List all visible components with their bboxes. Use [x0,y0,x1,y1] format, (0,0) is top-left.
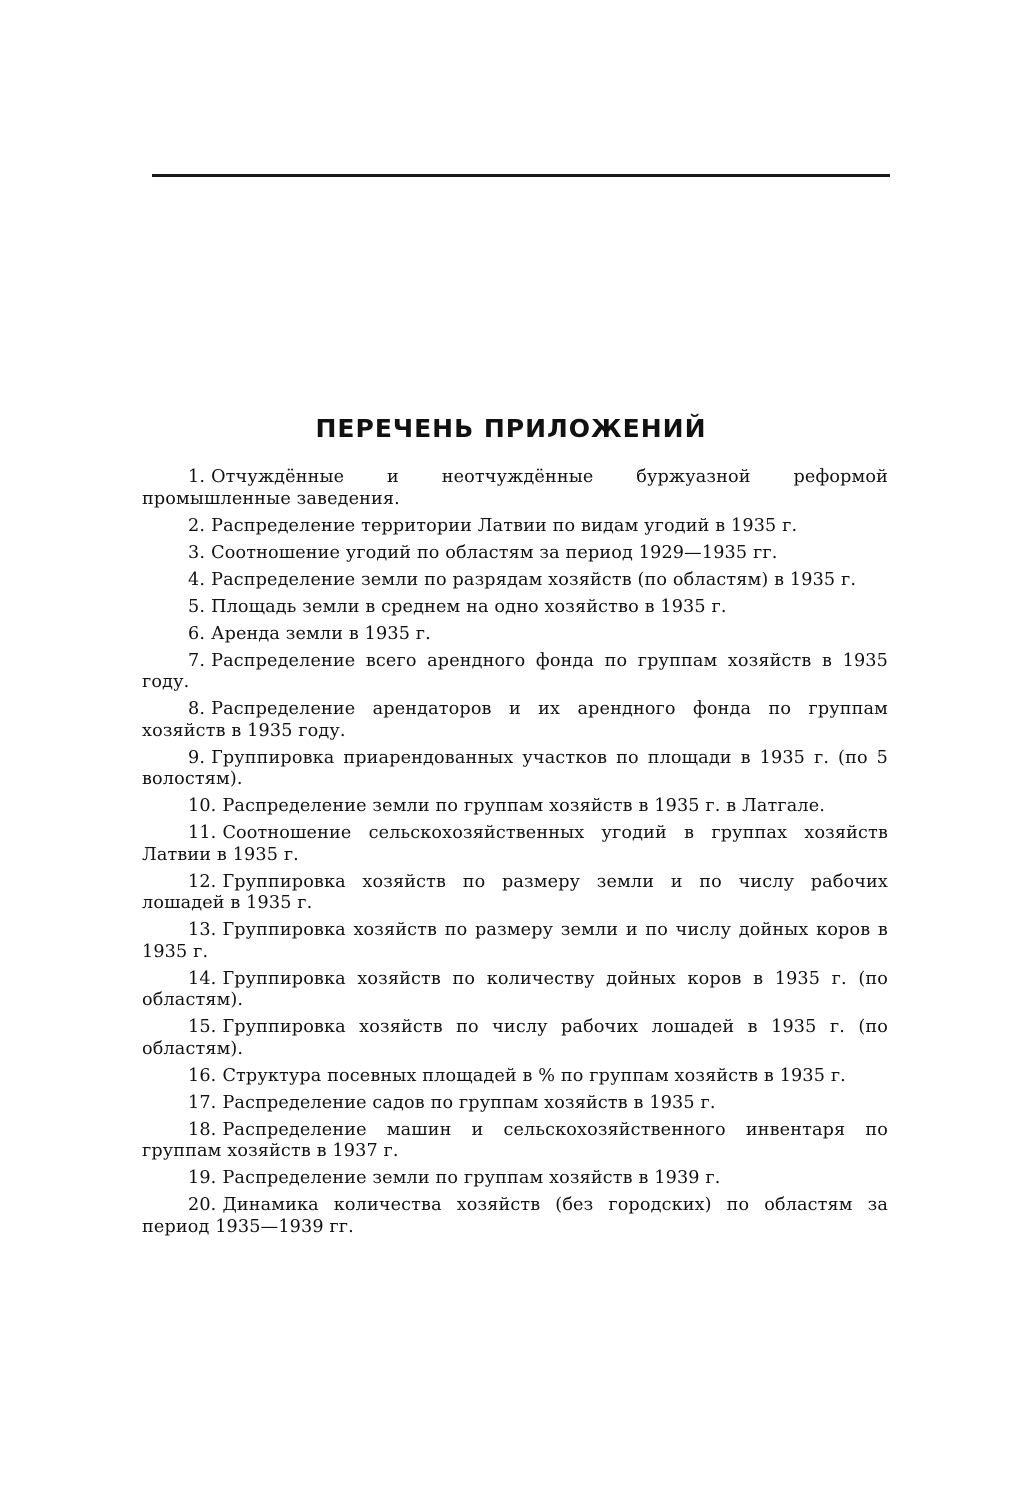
item-number: 18. [188,1119,217,1140]
item-number: 1. [188,467,206,487]
item-number: 19. [188,1168,217,1188]
item-text: Группировка хозяйств по размеру земли и по числу дойных коров в 1935 г. [142,920,888,962]
item-text: Соотношение сельскохозяйственных угодий в группах хозяйств Латвии в 1935 г. [142,823,888,865]
item-text: Динамика количества хозяйств (без городских) по областям за период 1935—1939 гг. [142,1195,888,1237]
list-item [142,748,888,791]
item-number: 16. [188,1065,217,1086]
list-item [142,1093,888,1115]
list-item [142,570,888,592]
item-number: 3. [188,542,206,563]
item-text: Отчуждённые и неотчуждённые буржуазной реформой промышленные заведения. [142,467,888,509]
item-number: 4. [188,569,206,590]
item-text: Распределение арендаторов и их арендного фонда по группам хозяйств в 1935 году. [142,699,888,741]
list-item [142,624,888,646]
list-item [142,823,888,866]
item-number: 15. [188,1017,217,1037]
item-text: Группировка хозяйств по числу рабочих лошадей в 1935 г. (по областям). [142,1017,888,1059]
list-item [142,597,888,619]
list-item [142,1195,888,1238]
item-number: 10. [188,796,217,816]
list-item [142,516,888,538]
item-number: 6. [188,623,206,644]
item-number: 8. [188,699,206,719]
item-number: 9. [188,747,206,768]
list-item [142,543,888,565]
item-text: Распределение садов по группам хозяйств в 1935 г. [222,1092,716,1113]
item-text: Распределение земли по группам хозяйств в 1935 г. в Латгале. [222,796,826,816]
item-number: 7. [188,650,206,671]
item-text: Структура посевных площадей в % по группам хозяйств в 1935 г. [222,1065,846,1086]
item-number: 12. [188,871,217,892]
list-item [142,1017,888,1060]
list-item [142,969,888,1012]
item-text: Группировка хозяйств по количеству дойных коров в 1935 г. (по областям). [142,968,888,1010]
item-text: Аренда земли в 1935 г. [211,623,431,644]
item-text: Распределение земли по группам хозяйств в 1939 г. [222,1168,721,1188]
item-text: Распределение машин и сельскохозяйственного инвентаря по группам хозяйств в 1937 г. [142,1119,888,1161]
appendix-list [142,467,888,1244]
item-text: Площадь земли в среднем на одно хозяйство в 1935 г. [211,596,727,617]
item-text: Распределение территории Латвии по видам угодий в 1935 г. [211,515,798,536]
list-item [142,1120,888,1163]
list-item [142,796,888,818]
list-item [142,872,888,915]
list-item [142,920,888,963]
list-item [142,699,888,742]
top-rule [152,174,890,177]
list-item [142,1168,888,1190]
item-number: 13. [188,920,217,940]
item-number: 5. [188,596,206,617]
item-text: Распределение земли по разрядам хозяйств (по областям) в 1935 г. [211,569,857,590]
list-item [142,1066,888,1088]
item-text: Распределение всего арендного фонда по группам хозяйств в 1935 году. [142,650,888,692]
item-number: 17. [188,1092,217,1113]
item-number: 2. [188,515,206,536]
item-number: 11. [188,823,217,843]
item-text: Соотношение угодий по областям за период 1929—1935 гг. [211,542,778,563]
list-item [142,467,888,510]
item-number: 20. [188,1195,217,1215]
page-title: ПЕРЕЧЕНЬ ПРИЛОЖЕНИЙ [315,414,707,443]
list-item [142,651,888,694]
item-number: 14. [188,968,217,989]
item-text: Группировка приарендованных участков по площади в 1935 г. (по 5 волостям). [142,747,888,789]
item-text: Группировка хозяйств по размеру земли и по числу рабочих лошадей в 1935 г. [142,871,888,913]
